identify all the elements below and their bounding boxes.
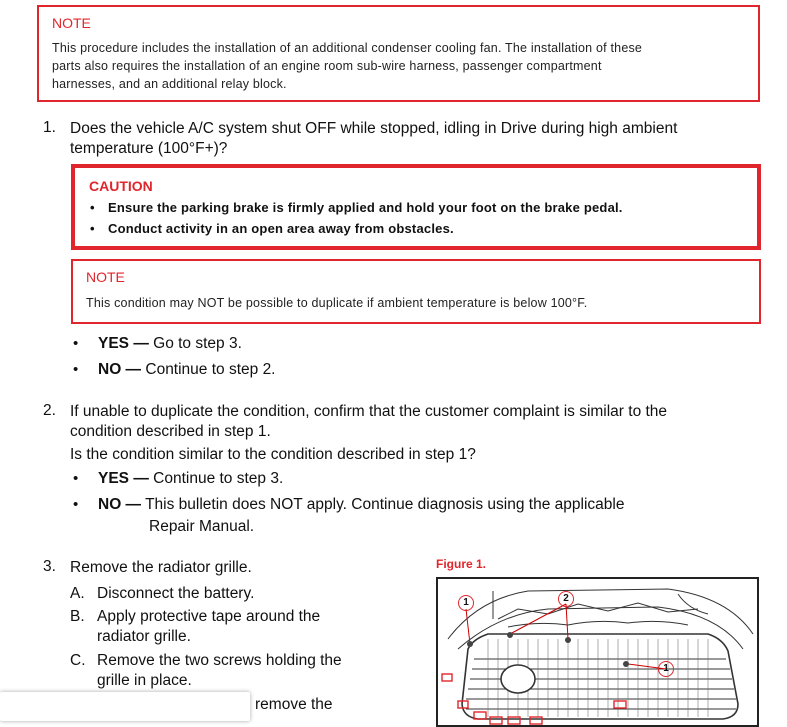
caution-item: Conduct activity in an open area away from obstacles. [108, 221, 454, 236]
overlay-popup[interactable] [0, 692, 250, 721]
figure-title: Figure 1. [436, 557, 487, 571]
substep-text: grille in place. [97, 672, 192, 689]
substep-text: Remove the two screws holding the [97, 652, 342, 669]
caution-item: Ensure the parking brake is firmly applied and hold your foot on the brake pedal. [108, 200, 623, 215]
callout-1: 1 [458, 595, 474, 611]
step-question: Is the condition similar to the condition described in step 1? [70, 446, 476, 463]
yes-answer: YES — Go to step 3. [98, 335, 242, 352]
caution-bullet-icon: • [90, 200, 95, 215]
step-number: 2. [43, 402, 56, 419]
step-text: condition described in step 1. [70, 423, 271, 440]
no-answer-cont: Repair Manual. [149, 518, 255, 535]
substep-letter: A. [70, 585, 85, 602]
step-title: Remove the radiator grille. [70, 559, 252, 576]
step-number: 1. [43, 119, 56, 136]
note-text-line: harnesses, and an additional relay block. [52, 77, 287, 91]
step-text: temperature (100°F+)? [70, 140, 228, 157]
substep-text: radiator grille. [97, 628, 191, 645]
note-title: NOTE [86, 269, 125, 285]
note-text-line: parts also requires the installation of an engine room sub-wire harness, passenger compartment [52, 59, 602, 73]
substep-text-partial: remove the [255, 696, 333, 713]
caution-bullet-icon: • [90, 221, 95, 236]
note-box-2 [71, 259, 761, 324]
step-text: If unable to duplicate the condition, confirm that the customer complaint is similar to the [70, 403, 668, 420]
note-text-line: This procedure includes the installation of an additional condenser cooling fan. The installation of these [52, 41, 643, 55]
substep-letter: C. [70, 652, 86, 669]
bullet-icon: • [73, 335, 79, 352]
callout-1b: 1 [658, 661, 674, 677]
bullet-icon: • [73, 496, 79, 513]
no-answer: NO — This bulletin does NOT apply. Continue diagnosis using the applicable [98, 496, 625, 513]
step-number: 3. [43, 558, 56, 575]
bullet-icon: • [73, 361, 79, 378]
substep-letter: B. [70, 608, 85, 625]
figure-frame [436, 577, 759, 727]
note-text: This condition may NOT be possible to duplicate if ambient temperature is below 100°F. [86, 296, 588, 310]
engine-bay-illustration [438, 579, 759, 727]
bullet-icon: • [73, 470, 79, 487]
step-text: Does the vehicle A/C system shut OFF while stopped, idling in Drive during high ambient [70, 120, 678, 137]
substep-text: Apply protective tape around the [97, 608, 321, 625]
note-title: NOTE [52, 15, 91, 31]
callout-2: 2 [558, 591, 574, 607]
yes-answer: YES — Continue to step 3. [98, 470, 284, 487]
substep-text: Disconnect the battery. [97, 585, 255, 602]
no-answer: NO — Continue to step 2. [98, 361, 276, 378]
caution-title: CAUTION [89, 178, 153, 194]
